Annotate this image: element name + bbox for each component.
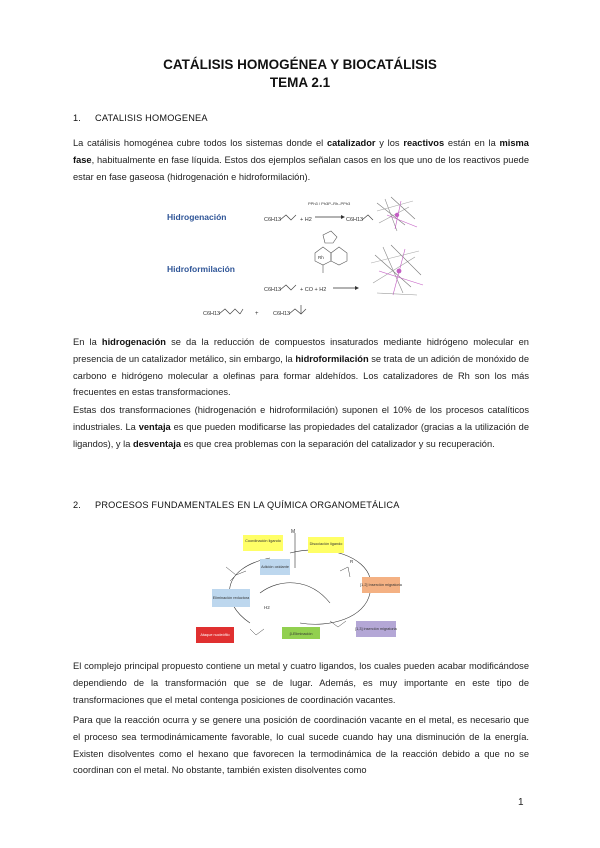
section-heading-1 xyxy=(73,113,208,123)
text-run: El complejo principal propuesto contiene un metal y cuatro ligandos, los cuales pueden acabar modificándose dependiendo de la transformación que se de lugar. Además, es muy importante en este tipo de transformaciones que el metal contenga posiciones de coordinación vacantes. xyxy=(73,661,529,705)
ligand-structure-drawing xyxy=(315,231,347,273)
document-subtitle: TEMA 2.1 xyxy=(269,75,331,90)
arrow-head-icon xyxy=(341,215,345,219)
text-run: La catálisis homogénea cubre todos los sistemas donde el xyxy=(73,138,327,148)
text-run: , habitualmente en fase líquida. Estos dos ejemplos señalan casos en los que uno de los reactivos puede estar en fase gaseosa (hidrogenación e hidroformilación). xyxy=(73,154,529,182)
text-run: Para que la reacción ocurra y se genere una posición de coordinación vacante en el metal, es necesario que el proceso sea termodinámicamente favorable, lo cual sucede cuando hay una disminución de la energía. Existen disolventes como el hexano que favorecen la termodinámica de la reacción debido a que no se coordinan con el metal. No obstante, también existen disolventes como xyxy=(73,715,529,776)
paragraph-complex xyxy=(73,658,529,708)
paragraph-thermodynamics xyxy=(73,712,529,779)
box-dissociation-label: Disociación ligando xyxy=(309,542,343,546)
paragraph-advantages xyxy=(73,402,529,452)
aldehyde-linear-structure xyxy=(219,309,240,314)
hf-product-branched: C6H13 xyxy=(273,311,291,317)
hydro-product: C6H13 xyxy=(346,217,364,223)
metal-center-label: M xyxy=(291,529,296,535)
hydroformylation-label: Hidroformilación xyxy=(167,264,236,274)
bold-term: reactivos xyxy=(403,138,445,148)
hydro-h2: + H2 xyxy=(300,217,312,223)
hydro-reactant: C6H13 xyxy=(264,217,282,223)
r-label: R xyxy=(350,559,354,564)
box-coordination-label: Coordinación ligando xyxy=(245,539,281,543)
text-run: es que pueden modificarse las propiedades del catalizador (gracias a la utilización de ligandos), y la xyxy=(73,421,529,449)
hf-reagents: + CO + H2 xyxy=(300,287,327,293)
plus-sign: + xyxy=(255,311,259,317)
box-nucleophilic-attack-label: Ataque nucleófilo xyxy=(200,633,230,637)
text-run: están en la xyxy=(444,138,500,148)
organometallic-processes-figure xyxy=(190,523,420,645)
bold-term: catalizador xyxy=(326,138,376,148)
paragraph-hydrogenation xyxy=(73,334,529,401)
hydrogenation-label: Hidrogenación xyxy=(167,212,227,222)
hf-product-linear: C6H13 xyxy=(203,311,221,317)
paragraph-intro xyxy=(73,135,529,185)
rh-catalyst-formula: PPh3 / Ph3P–Rh–PPh3 xyxy=(308,201,351,206)
box-12-insertion-label: [1,2] Inserción migratoria xyxy=(360,583,402,587)
text-run: y los xyxy=(375,138,404,148)
section-heading-2 xyxy=(73,500,400,510)
bold-term: misma fase xyxy=(73,138,529,165)
alkene-structure xyxy=(280,285,296,290)
box-coordination xyxy=(243,535,283,551)
bold-term: hidrogenación xyxy=(101,337,166,347)
box-beta-elimination-label: β-Eliminación xyxy=(289,632,313,636)
reaction-scheme-figure xyxy=(165,195,450,323)
alkene-structure xyxy=(280,215,296,220)
page-number: 1 xyxy=(518,797,524,808)
text-run: es que crea problemas con la separación del catalizador y su recuperación. xyxy=(181,438,495,449)
section-title: CATALISIS HOMOGENEA xyxy=(95,113,208,123)
box-oxidative-addition-label: Adición oxidante xyxy=(261,565,289,569)
arrow-head-icon xyxy=(355,286,359,290)
bold-term: ventaja xyxy=(138,421,171,432)
section-title: PROCESOS FUNDAMENTALES EN LA QUÍMICA ORGANOMETÁLICA xyxy=(95,500,400,510)
hf-reactant: C6H13 xyxy=(264,287,282,293)
document-title: CATÁLISIS HOMOGÉNEA Y BIOCATÁLISIS xyxy=(163,57,437,72)
bold-term: desventaja xyxy=(132,438,182,449)
svg-text:Rh: Rh xyxy=(318,255,324,260)
catalyst-3d-structure xyxy=(371,245,423,295)
box-13-insertion-label: [1,3] inserción migratoria xyxy=(355,627,397,631)
box-reductive-elimination-label: Eliminación reductora xyxy=(212,596,250,600)
text-run: Estas dos transformaciones (hidrogenación e hidroformilación) suponen el 10% de los procesos catalíticos industriales. La xyxy=(73,405,529,432)
text-run: se da la reducción de compuestos insaturados mediante hidrógeno molecular en presencia de un catalizador metálico, sin embargo, la xyxy=(73,337,529,364)
section-number: 1. xyxy=(73,113,82,123)
text-run: En la xyxy=(73,337,102,347)
h2-label: H2 xyxy=(264,605,270,610)
text-run: se trata de un adición de monóxido de carbono e hidrógeno molecular a olefinas para formar aldehídos. Los catalizadores de Rh son los más frecuentes en estas transformaciones. xyxy=(73,353,529,398)
bold-term: hidroformilación xyxy=(295,353,369,364)
aldehyde-branched-structure xyxy=(289,309,306,314)
section-number: 2. xyxy=(73,500,82,510)
catalyst-3d-structure xyxy=(377,197,417,231)
alkane-structure xyxy=(362,215,373,220)
